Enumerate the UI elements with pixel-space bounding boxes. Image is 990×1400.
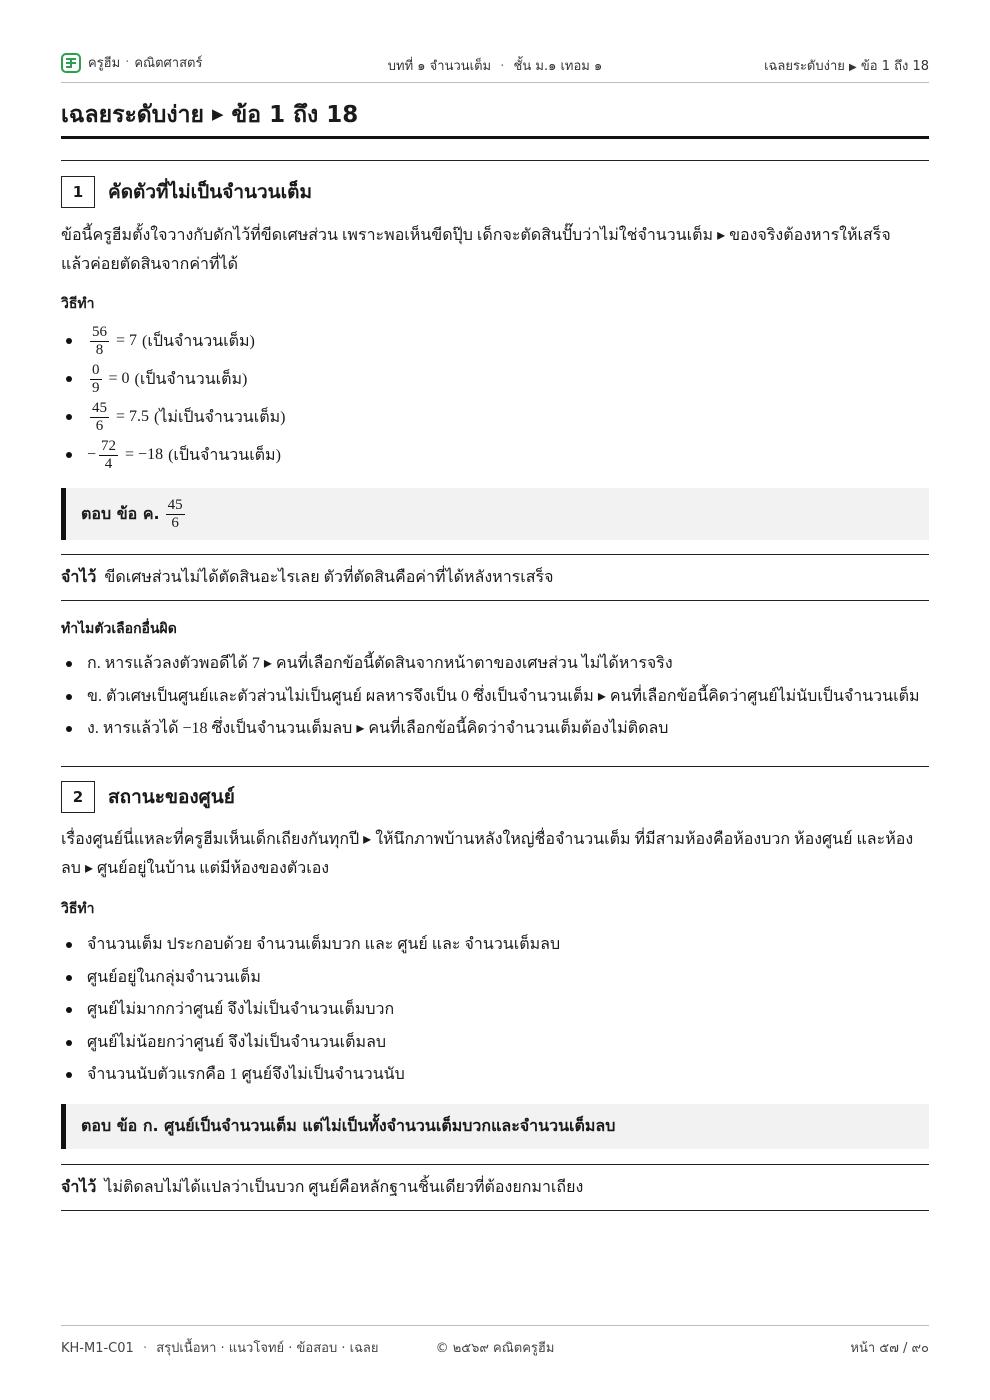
remember-note <box>61 554 929 601</box>
method-label: วิธีทำ <box>61 901 95 917</box>
list-item: จำนวนนับตัวแรกคือ 1 ศูนย์จึงไม่เป็นจำนวนนับ <box>61 1059 560 1092</box>
document-page <box>61 0 929 1400</box>
header-level: ชั้น ม.๑ เทอม ๑ <box>513 59 603 74</box>
step-note: (เป็นจำนวนเต็ม) <box>168 446 281 464</box>
wrong-choices-label: ทำไมตัวเลือกอื่นผิด <box>61 621 177 637</box>
question-2-intro: เรื่องศูนย์นี่แหละที่ครูฮีมเห็นเด็กเถียงกันทุกปี ▸ ให้นึกภาพบ้านหลังใหญ่ชื่อจำนวนเต็ม ที่มีสามห้องคือห้องบวก ห้องศูนย์ และห้องลบ ▸ ศูนย์อยู่ในบ้าน แต่มีห้องของตัวเอง <box>61 831 914 877</box>
header-section-name: เฉลยระดับง่าย <box>764 59 845 74</box>
step-item <box>61 360 285 398</box>
page-title-suffix: ข้อ 1 ถึง 18 <box>231 102 359 128</box>
denominator: 9 <box>92 379 100 396</box>
remember-note <box>61 1164 929 1211</box>
page-title-prefix: เฉลยระดับง่าย <box>61 102 204 128</box>
list-item: ข. ตัวเศษเป็นศูนย์และตัวส่วนไม่เป็นศูนย์ ผลหารจึงเป็น 0 ซึ่งเป็นจำนวนเต็ม ▸ คนที่เลือกข้อนี้คิดว่าศูนย์ไม่นับเป็นจำนวนเต็ม <box>61 681 920 714</box>
caret-right-icon: ▶ <box>849 62 857 73</box>
question-1-steps <box>61 322 285 474</box>
header-chapter: บทที่ ๑ จำนวนเต็ม · ชั้น ม.๑ เทอม ๑ <box>387 59 603 74</box>
numerator: 45 <box>167 496 183 513</box>
numerator: 72 <box>101 437 117 454</box>
answer-label: ตอบ ข้อ ค. <box>81 503 160 523</box>
method-label: วิธีทำ <box>61 296 95 312</box>
remember-text: ขีดเศษส่วนไม่ได้ตัดสินอะไรเลย ตัวที่ตัดสินคือค่าที่ได้หลังหารเสร็จ <box>104 569 554 586</box>
answer-fraction <box>166 497 185 532</box>
wrong-choices-list <box>61 648 920 746</box>
question-title: สถานะของศูนย์ <box>108 786 235 808</box>
denominator: 6 <box>171 514 179 531</box>
header-brand: ครูฮีม · คณิตศาสตร์ <box>61 52 202 73</box>
fraction <box>90 400 109 435</box>
question-divider <box>61 160 929 161</box>
list-item: ศูนย์ไม่น้อยกว่าศูนย์ จึงไม่เป็นจำนวนเต็มลบ <box>61 1027 560 1060</box>
answer-box <box>61 1104 929 1149</box>
footer-code: KH-M1-C01 <box>61 1341 134 1356</box>
step-note: (ไม่เป็นจำนวนเต็ม) <box>154 408 286 426</box>
step-note: (เป็นจำนวนเต็ม) <box>142 332 255 350</box>
question-1-intro: ข้อนี้ครูฮีมตั้งใจวางกับดักไว้ที่ขีดเศษส่วน เพราะพอเห็นขีดปุ๊บ เด็กจะตัดสินปั๊บว่าไม่ใช่จำนวนเต็ม ▸ ของจริงต้องหารให้เสร็จ แล้วค่อยตัดสินจากค่าที่ได้ <box>61 227 891 273</box>
question-number: 2 <box>61 781 95 813</box>
step-note: (เป็นจำนวนเต็ม) <box>134 370 248 388</box>
running-header <box>61 52 929 76</box>
numerator: 45 <box>92 399 107 416</box>
fraction <box>90 362 102 397</box>
list-item: ศูนย์อยู่ในกลุ่มจำนวนเต็ม <box>61 962 560 995</box>
step-sign: − <box>87 446 97 463</box>
footer-copyright: © ๒๕๖๙ คณิตครูฮีม <box>435 1341 555 1356</box>
question-2-steps <box>61 929 560 1092</box>
list-item: ศูนย์ไม่มากกว่าศูนย์ จึงไม่เป็นจำนวนเต็มบวก <box>61 994 560 1027</box>
page-number: หน้า ๕๗ / ๙๐ <box>850 1341 929 1356</box>
running-footer <box>61 1337 929 1358</box>
denominator: 4 <box>104 455 113 472</box>
title-divider <box>61 136 929 139</box>
remember-label: จำไว้ <box>61 567 97 586</box>
answer-text: ตอบ ข้อ ก. ศูนย์เป็นจำนวนเต็ม แต่ไม่เป็นทั้งจำนวนเต็มบวกและจำนวนเต็มลบ <box>81 1116 616 1135</box>
footer-description: สรุปเนื้อหา · แนวโจทย์ · ข้อสอบ · เฉลย <box>156 1341 379 1356</box>
answer-box <box>61 488 929 540</box>
step-result: = 7.5 <box>116 408 150 425</box>
question-1-heading <box>61 176 312 208</box>
list-item: ก. หารแล้วลงตัวพอดีได้ 7 ▸ คนที่เลือกข้อนี้ตัดสินจากหน้าตาของเศษส่วน ไม่ได้หารจริง <box>61 648 920 681</box>
question-number: 1 <box>61 176 95 208</box>
footer-left: KH-M1-C01 · สรุปเนื้อหา · แนวโจทย์ · ข้อสอบ · เฉลย <box>61 1341 379 1356</box>
step-result: = 0 <box>108 370 130 387</box>
list-item: ง. หารแล้วได้ −18 ซึ่งเป็นจำนวนเต็มลบ ▸ คนที่เลือกข้อนี้คิดว่าจำนวนเต็มต้องไม่ติดลบ <box>61 713 920 746</box>
remember-text: ไม่ติดลบไม่ได้แปลว่าเป็นบวก ศูนย์คือหลักฐานชิ้นเดียวที่ต้องยกมาเถียง <box>104 1179 584 1196</box>
list-item: จำนวนเต็ม ประกอบด้วย จำนวนเต็มบวก และ ศูนย์ และ จำนวนเต็มลบ <box>61 929 560 962</box>
remember-label: จำไว้ <box>61 1177 97 1196</box>
step-result: = 7 <box>116 332 138 349</box>
header-subject: คณิตศาสตร์ <box>134 56 203 71</box>
step-item <box>61 322 285 360</box>
denominator: 6 <box>95 417 104 434</box>
question-2-heading <box>61 781 235 813</box>
header-range: ข้อ 1 ถึง 18 <box>860 59 929 74</box>
denominator: 8 <box>95 341 104 358</box>
question-title: คัดตัวที่ไม่เป็นจำนวนเต็ม <box>108 181 313 203</box>
fraction <box>90 324 109 359</box>
numerator: 56 <box>92 323 107 340</box>
header-divider <box>61 82 929 83</box>
header-brand-name: ครูฮีม <box>88 56 121 71</box>
step-result: = −18 <box>125 446 164 463</box>
page-title <box>61 97 358 133</box>
footer-divider <box>61 1325 929 1326</box>
step-item <box>61 436 285 474</box>
numerator: 0 <box>92 361 100 378</box>
question-divider <box>61 766 929 767</box>
step-item <box>61 398 285 436</box>
header-chapter-name: บทที่ ๑ จำนวนเต็ม <box>387 59 492 74</box>
fraction <box>99 438 118 473</box>
header-section <box>764 55 929 76</box>
caret-right-icon: ▶ <box>211 105 224 123</box>
